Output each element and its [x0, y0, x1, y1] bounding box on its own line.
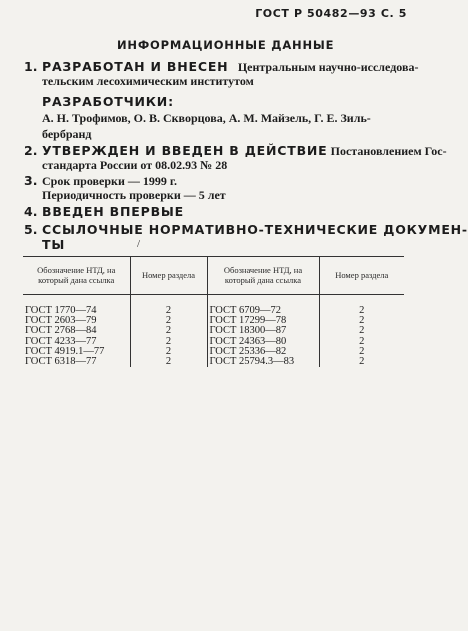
- ntd-designation: ГОСТ 6318—77: [25, 356, 97, 368]
- ntd-designation: ГОСТ 2603—79: [25, 315, 97, 327]
- section-2-line2: стандарта России от 08.02.93 № 28: [42, 158, 228, 172]
- developers-heading: РАЗРАБОТЧИКИ:: [42, 94, 174, 109]
- ntd-designation: ГОСТ 18300—87: [207, 326, 319, 336]
- ntd-designation: ГОСТ 4233—77: [25, 335, 97, 347]
- section-number: 5.: [24, 222, 38, 237]
- section-text: Центральным научно-исследова-: [237, 60, 419, 74]
- section-number: 2.: [24, 143, 38, 158]
- section-4: [24, 203, 184, 221]
- section-heading: ВВЕДЕН ВПЕРВЫЕ: [42, 204, 184, 219]
- ntd-designation: ГОСТ 1770—74: [25, 305, 97, 316]
- page-header: ГОСТ Р 50482—93 С. 5: [255, 7, 407, 20]
- table-row: [23, 357, 404, 367]
- section-1-line2: тельским лесохимическим институтом: [42, 74, 254, 88]
- ntd-designation: ГОСТ 4919.1—77: [25, 345, 105, 357]
- column-header-designation: Обозначение НТД, на который дана ссылка: [23, 257, 130, 295]
- document-title: ИНФОРМАЦИОННЫЕ ДАННЫЕ: [117, 38, 335, 52]
- section-5: [24, 221, 468, 239]
- section-5-line2: ТЫ: [42, 237, 66, 252]
- section-number-cell: 2: [319, 337, 404, 347]
- section-number: 1.: [24, 59, 38, 74]
- ntd-designation: ГОСТ 25336—82: [207, 347, 319, 357]
- section-line1: Срок проверки — 1999 г.: [42, 174, 177, 188]
- section-number-cell: 2: [319, 347, 404, 357]
- column-header-designation: Обозначение НТД, на который дана ссылка: [207, 257, 319, 295]
- developers-line1: А. Н. Трофимов, О. В. Скворцова, А. М. Майзель, Г. Е. Зиль-: [42, 111, 371, 125]
- table-header-row: [23, 257, 404, 295]
- section-number-cell: 2: [130, 316, 207, 326]
- section-number-cell: 2: [319, 326, 404, 336]
- ntd-designation: ГОСТ 6709—72: [207, 295, 319, 317]
- reference-table: [23, 256, 404, 367]
- section-number: 4.: [24, 204, 38, 219]
- section-number-cell: 2: [319, 316, 404, 326]
- ntd-designation: ГОСТ 24363—80: [207, 337, 319, 347]
- section-heading: УТВЕРЖДЕН И ВВЕДЕН В ДЕЙСТВИЕ: [42, 143, 328, 158]
- section-text: Постановлением Гос-: [330, 144, 447, 158]
- section-number-cell: 2: [130, 326, 207, 336]
- section-number-cell: 2: [319, 357, 404, 367]
- pen-mark: /: [137, 238, 141, 250]
- ntd-designation: ГОСТ 25794.3—83: [207, 357, 319, 367]
- ntd-designation: ГОСТ 17299—78: [207, 316, 319, 326]
- section-number: 3.: [24, 173, 38, 188]
- section-heading: ССЫЛОЧНЫЕ НОРМАТИВНО-ТЕХНИЧЕСКИЕ ДОКУМЕН-: [42, 222, 468, 237]
- table-row: [23, 295, 404, 317]
- section-number-cell: 2: [319, 295, 404, 317]
- section-number-cell: 2: [130, 337, 207, 347]
- developers-line2: бербранд: [42, 127, 92, 141]
- column-header-section: Номер раздела: [130, 257, 207, 295]
- section-number-cell: 2: [130, 295, 207, 317]
- section-number-cell: 2: [130, 347, 207, 357]
- section-3-line2: Периодичность проверки — 5 лет: [42, 188, 226, 202]
- section-heading: РАЗРАБОТАН И ВНЕСЕН: [42, 59, 229, 74]
- section-number-cell: 2: [130, 357, 207, 367]
- column-header-section: Номер раздела: [319, 257, 404, 295]
- ntd-designation: ГОСТ 2768—84: [25, 325, 97, 337]
